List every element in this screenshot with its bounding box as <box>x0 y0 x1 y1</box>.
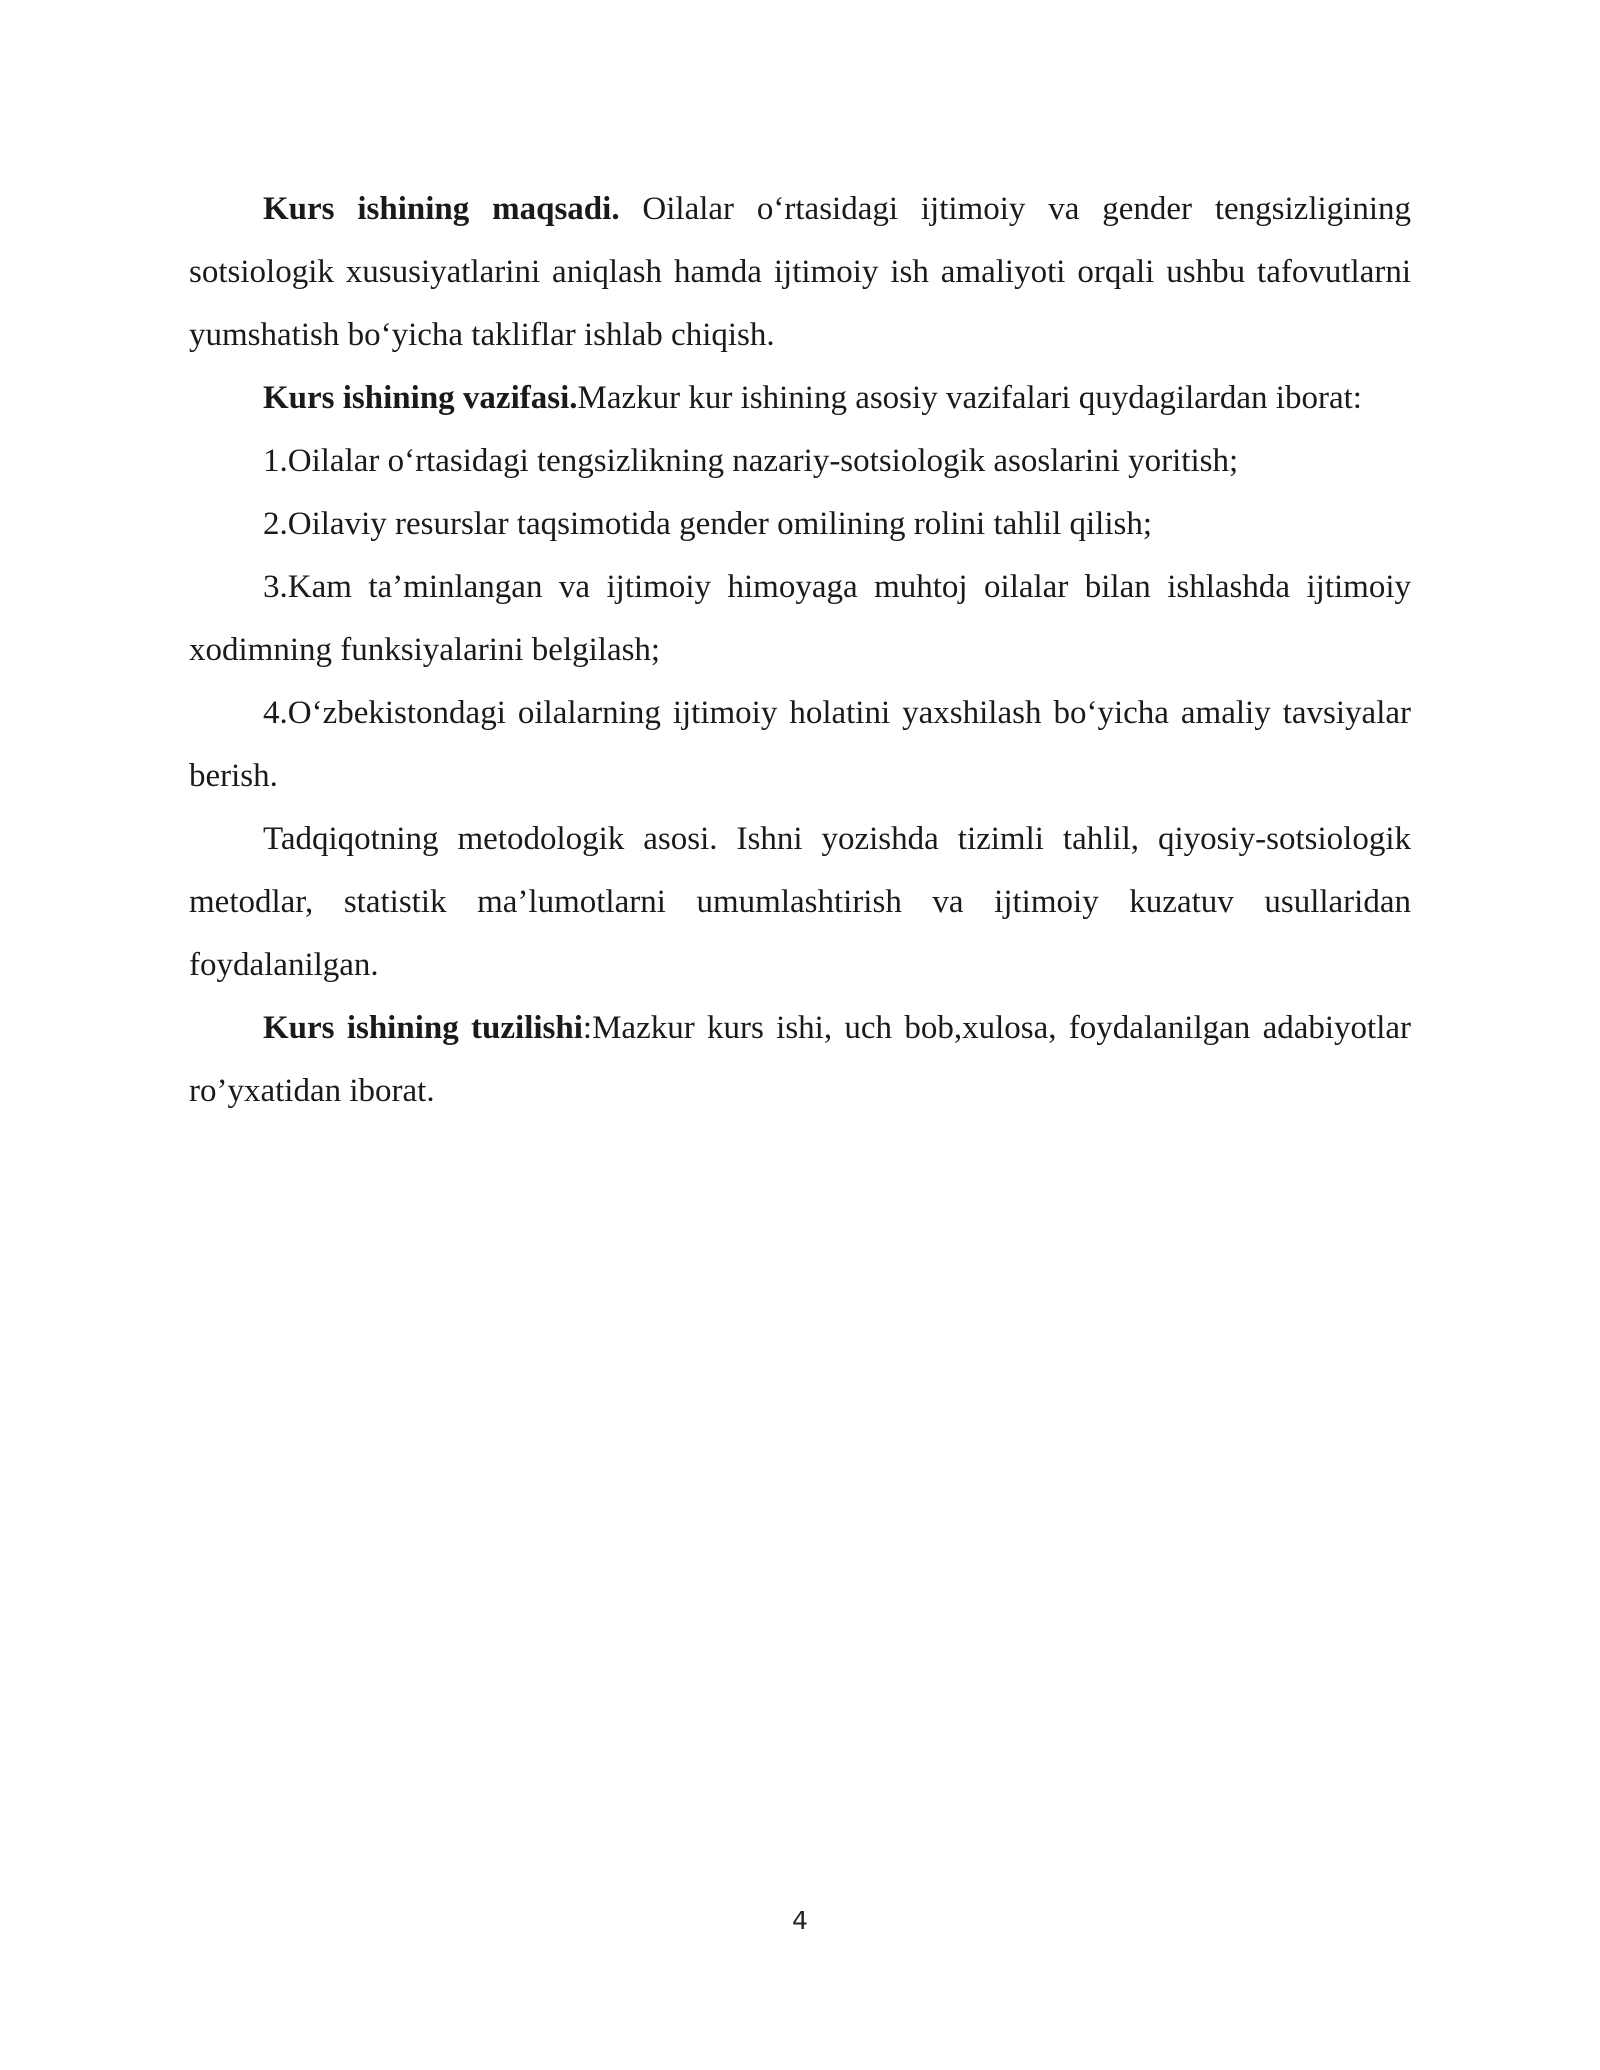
paragraph-text: 3.Kam ta’minlangan va ijtimoiy himoyaga muhtoj oilalar bilan ishlashda ijtimoiy xodimning funksiyalarini belgilash; <box>189 569 1411 668</box>
list-item-task-2 <box>189 493 1411 556</box>
paragraph-heading: Kurs ishining maqsadi. <box>263 191 620 227</box>
paragraph-text: Tadqiqotning metodologik asosi. Ishni yozishda tizimli tahlil, qiyosiy-sotsiologik metodlar, statistik ma’lumotlarni umumlashtirish va ijtimoiy kuzatuv usullaridan foydalanilgan. <box>189 821 1411 983</box>
paragraph-heading: Kurs ishining vazifasi. <box>263 380 578 416</box>
list-item-task-1 <box>189 430 1411 493</box>
list-item-task-4 <box>189 682 1411 808</box>
paragraph-text: Oilalar o‘rtasidagi ijtimoiy va gender tengsizligining sotsiologik xususiyatlarini aniqlash hamda ijtimoiy ish amaliyoti orqali ushbu tafovutlarni yumshatish bo‘yicha takliflar ishlab chiqish. <box>189 191 1412 353</box>
paragraph-methodology <box>189 808 1411 997</box>
paragraph-aim <box>189 178 1411 367</box>
paragraph-text: 2.Oilaviy resurslar taqsimotida gender omilining rolini tahlil qilish; <box>263 506 1153 542</box>
list-item-task-3 <box>189 556 1411 682</box>
paragraph-text: 4.O‘zbekistondagi oilalarning ijtimoiy holatini yaxshilash bo‘yicha amaliy tavsiyalar berish. <box>189 695 1411 794</box>
paragraph-heading: Kurs ishining tuzilishi <box>263 1010 583 1046</box>
paragraph-text: 1.Oilalar o‘rtasidagi tengsizlikning nazariy-sotsiologik asoslarini yoritish; <box>263 443 1239 479</box>
paragraph-tasks <box>189 367 1411 430</box>
paragraph-structure <box>189 997 1411 1123</box>
page-number: 4 <box>792 1906 808 1935</box>
paragraph-text: Mazkur kur ishining asosiy vazifalari quydagilardan iborat: <box>577 380 1362 416</box>
document-body <box>189 178 1411 1123</box>
paragraph-text: :Mazkur kurs ishi, uch bob,xulosa, foydalanilgan adabiyotlar ro’yxatidan iborat. <box>189 1010 1411 1109</box>
